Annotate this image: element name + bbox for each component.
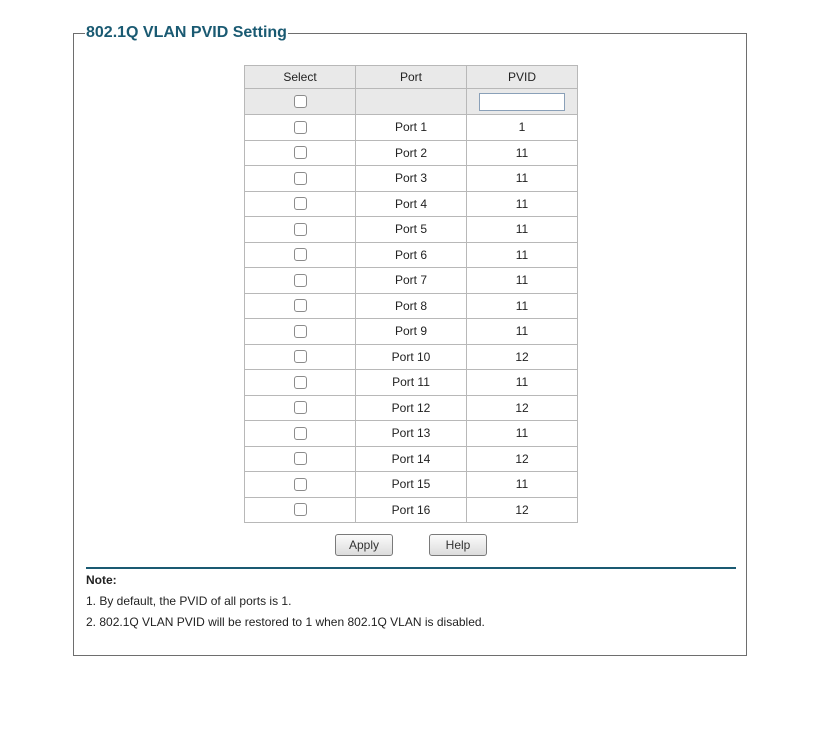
table-filter-row [245,89,578,115]
pvid-cell: 12 [467,395,578,421]
section-title: 802.1Q VLAN PVID Setting [86,24,287,41]
port-cell: Port 8 [356,293,467,319]
table-row [245,370,578,396]
table-row [245,217,578,243]
pvid-cell: 11 [467,293,578,319]
table-row [245,166,578,192]
table-row [245,421,578,447]
row-select-checkbox[interactable] [294,401,307,414]
row-select-cell [245,472,356,498]
pvid-table-body [245,115,578,523]
column-header-pvid: PVID [467,66,578,89]
row-select-cell [245,268,356,294]
row-select-cell [245,421,356,447]
filter-port-cell [356,89,467,115]
row-select-checkbox[interactable] [294,121,307,134]
note-line-1: 1. By default, the PVID of all ports is 1. [86,594,292,608]
pvid-cell: 11 [467,319,578,345]
pvid-cell: 11 [467,370,578,396]
row-select-cell [245,319,356,345]
pvid-input[interactable] [479,93,565,111]
note-title: Note: [86,573,117,587]
table-row [245,395,578,421]
row-select-checkbox[interactable] [294,503,307,516]
row-select-checkbox[interactable] [294,325,307,338]
row-select-checkbox[interactable] [294,146,307,159]
row-select-cell [245,217,356,243]
row-select-checkbox[interactable] [294,172,307,185]
table-row [245,268,578,294]
port-cell: Port 5 [356,217,467,243]
help-button[interactable]: Help [429,534,487,556]
table-row [245,115,578,141]
port-cell: Port 16 [356,497,467,523]
pvid-cell: 11 [467,472,578,498]
row-select-checkbox[interactable] [294,223,307,236]
pvid-cell: 11 [467,242,578,268]
pvid-cell: 11 [467,166,578,192]
pvid-cell: 12 [467,344,578,370]
port-cell: Port 2 [356,140,467,166]
column-header-select: Select [245,66,356,89]
port-cell: Port 15 [356,472,467,498]
port-cell: Port 9 [356,319,467,345]
row-select-cell [245,497,356,523]
pvid-cell: 12 [467,446,578,472]
select-all-cell [245,89,356,115]
row-select-checkbox[interactable] [294,427,307,440]
row-select-cell [245,370,356,396]
row-select-cell [245,242,356,268]
row-select-cell [245,140,356,166]
table-row [245,319,578,345]
table-row [245,497,578,523]
table-header-row [245,66,578,89]
port-cell: Port 10 [356,344,467,370]
row-select-cell [245,395,356,421]
row-select-checkbox[interactable] [294,478,307,491]
port-cell: Port 1 [356,115,467,141]
table-row [245,446,578,472]
apply-button[interactable]: Apply [335,534,393,556]
row-select-cell [245,446,356,472]
port-cell: Port 12 [356,395,467,421]
row-select-cell [245,191,356,217]
port-cell: Port 11 [356,370,467,396]
filter-pvid-cell [467,89,578,115]
row-select-checkbox[interactable] [294,376,307,389]
port-cell: Port 3 [356,166,467,192]
pvid-cell: 11 [467,217,578,243]
row-select-checkbox[interactable] [294,248,307,261]
row-select-checkbox[interactable] [294,452,307,465]
row-select-checkbox[interactable] [294,274,307,287]
table-row [245,472,578,498]
table-row [245,242,578,268]
pvid-cell: 12 [467,497,578,523]
port-cell: Port 6 [356,242,467,268]
pvid-cell: 11 [467,421,578,447]
pvid-cell: 11 [467,191,578,217]
row-select-checkbox[interactable] [294,197,307,210]
select-all-checkbox[interactable] [294,95,307,108]
row-select-checkbox[interactable] [294,299,307,312]
row-select-cell [245,293,356,319]
port-cell: Port 7 [356,268,467,294]
table-row [245,293,578,319]
table-row [245,140,578,166]
pvid-table [244,65,578,523]
row-select-cell [245,166,356,192]
port-cell: Port 4 [356,191,467,217]
table-row [245,191,578,217]
row-select-cell [245,344,356,370]
port-cell: Port 14 [356,446,467,472]
row-select-cell [245,115,356,141]
note-divider [86,567,736,569]
row-select-checkbox[interactable] [294,350,307,363]
pvid-cell: 1 [467,115,578,141]
column-header-port: Port [356,66,467,89]
note-line-2: 2. 802.1Q VLAN PVID will be restored to 1 when 802.1Q VLAN is disabled. [86,615,485,629]
table-row [245,344,578,370]
port-cell: Port 13 [356,421,467,447]
pvid-cell: 11 [467,140,578,166]
pvid-cell: 11 [467,268,578,294]
